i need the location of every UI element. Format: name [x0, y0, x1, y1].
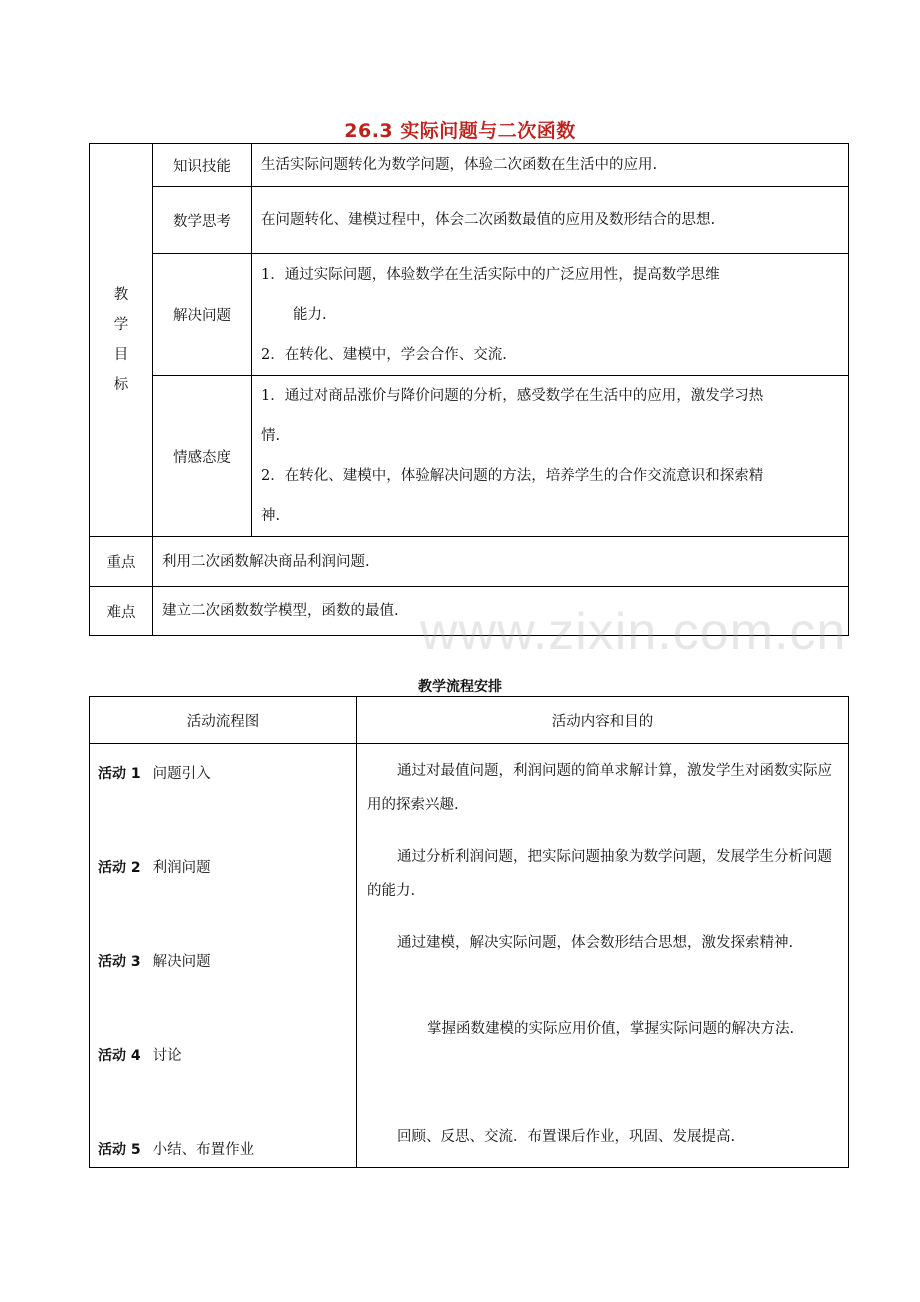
activity-content: 通过建模，解决实际问题，体会数形结合思想，激发探索精神. — [397, 935, 794, 951]
content-line: 2．在转化、建模中，体验解决问题的方法，培养学生的合作交流意识和探索精 — [261, 468, 764, 484]
activity-number: 活动 5 — [98, 1142, 141, 1158]
side-char: 目 — [113, 347, 129, 363]
side-char: 教 — [113, 287, 129, 303]
goal-content-knowledge: 生活实际问题转化为数学问题，体验二次函数在生活中的应用. — [252, 144, 849, 187]
activity-contents — [357, 744, 849, 1168]
activity-item — [98, 950, 356, 1044]
content-line: 情. — [261, 428, 281, 444]
goal-label-thinking: 数学思考 — [153, 187, 252, 254]
side-char: 标 — [113, 377, 129, 393]
activity-number: 活动 3 — [98, 954, 141, 970]
content-line: 神. — [261, 508, 281, 524]
activity-name: 利润问题 — [152, 860, 211, 876]
content-line: 2．在转化、建模中，学会合作、交流. — [261, 346, 507, 363]
difficulty-label: 难点 — [90, 587, 153, 636]
content-line: 1．通过实际问题，体验数学在生活实际中的广泛应用性，提高数学思维 — [261, 266, 720, 283]
activity-content: 掌握函数建模的实际应用价值，掌握实际问题的解决方法. — [427, 1021, 795, 1037]
activity-item — [98, 1138, 356, 1159]
page-title: 26.3 实际问题与二次函数 — [344, 120, 576, 142]
activity-list — [90, 744, 357, 1168]
teaching-flow-table — [89, 696, 849, 1168]
content-line: 1．通过对商品涨价与降价问题的分析，感受数学在生活中的应用，激发学习热 — [261, 388, 764, 404]
flow-col2-header: 活动内容和目的 — [357, 697, 849, 744]
goal-label-knowledge: 知识技能 — [153, 144, 252, 187]
key-point-label: 重点 — [90, 537, 153, 587]
goal-label-problem-solving: 解决问题 — [153, 254, 252, 376]
activity-number: 活动 2 — [98, 860, 141, 876]
goal-label-attitude: 情感态度 — [153, 376, 252, 537]
activity-number: 活动 1 — [98, 766, 141, 782]
goal-content-thinking: 在问题转化、建模过程中，体会二次函数最值的应用及数形结合的思想. — [252, 187, 849, 254]
activity-name: 解决问题 — [152, 954, 211, 970]
activity-item — [98, 762, 356, 856]
goal-content-attitude — [252, 376, 849, 537]
activity-content: 回顾、反思、交流．布置课后作业，巩固、发展提高. — [397, 1129, 736, 1145]
activity-number: 活动 4 — [98, 1048, 141, 1064]
flow-col1-header: 活动流程图 — [90, 697, 357, 744]
activity-item — [98, 856, 356, 950]
key-point-content: 利用二次函数解决商品利润问题. — [153, 537, 849, 587]
activity-content: 通过对最值问题，利润问题的简单求解计算，激发学生对函数实际应用的探索兴趣. — [367, 763, 832, 813]
teaching-goals-table — [89, 143, 849, 636]
activity-item — [98, 1044, 356, 1138]
activity-name: 小结、布置作业 — [152, 1142, 255, 1158]
activity-content: 通过分析利润问题，把实际问题抽象为数学问题，发展学生分析问题的能力. — [367, 849, 832, 899]
side-char: 学 — [113, 317, 129, 333]
activity-name: 讨论 — [152, 1048, 182, 1064]
content-line: 能力. — [293, 306, 327, 323]
goal-content-problem-solving — [252, 254, 849, 376]
activity-name: 问题引入 — [152, 766, 211, 782]
teaching-goals-label — [90, 144, 153, 537]
flow-title: 教学流程安排 — [418, 679, 502, 695]
difficulty-content: 建立二次函数数学模型，函数的最值. — [153, 587, 849, 636]
watermark: www.zixin.com.cn — [420, 603, 847, 661]
